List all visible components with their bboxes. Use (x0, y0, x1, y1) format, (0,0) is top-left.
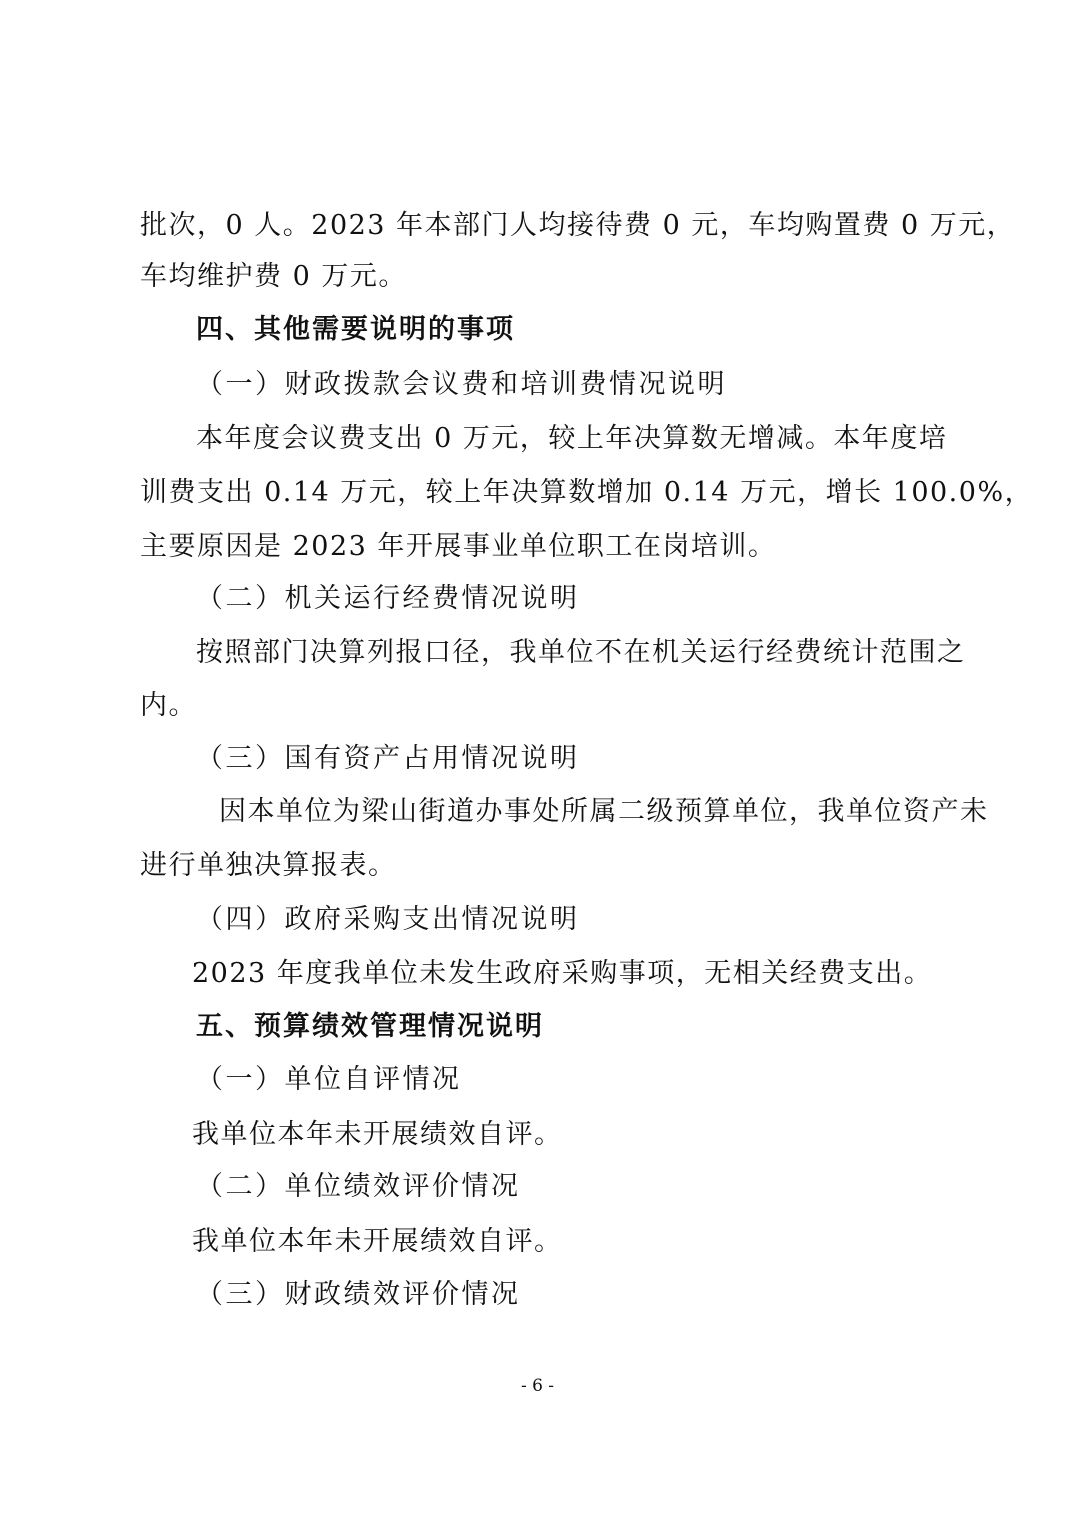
section-heading-five: 五、预算绩效管理情况说明 (196, 1011, 544, 1042)
subsection-heading: （一）单位自评情况 (196, 1064, 462, 1095)
body-line: 我单位本年未开展绩效自评。 (192, 1226, 563, 1257)
subsection-heading: （三）国有资产占用情况说明 (196, 743, 580, 774)
body-line: 训费支出 0.14 万元，较上年决算数增加 0.14 万元，增长 100.0%， (140, 477, 1034, 508)
body-line: 本年度会议费支出 0 万元，较上年决算数无增减。本年度培 (196, 423, 948, 454)
body-line: 因本单位为梁山街道办事处所属二级预算单位，我单位资产未 (219, 796, 989, 827)
body-line: 批次，0 人。2023 年本部门人均接待费 0 元，车均购置费 0 万元， (140, 210, 1016, 241)
subsection-heading: （三）财政绩效评价情况 (196, 1279, 521, 1310)
body-line: 2023 年度我单位未发生政府采购事项，无相关经费支出。 (192, 958, 933, 989)
body-line: 内。 (140, 690, 197, 721)
body-line: 进行单独决算报表。 (140, 850, 397, 881)
subsection-heading: （一）财政拨款会议费和培训费情况说明 (196, 369, 727, 400)
subsection-heading: （二）机关运行经费情况说明 (196, 583, 580, 614)
body-line: 我单位本年未开展绩效自评。 (192, 1119, 563, 1150)
body-line: 按照部门决算列报口径，我单位不在机关运行经费统计范围之 (196, 637, 966, 668)
body-line: 车均维护费 0 万元。 (140, 261, 407, 292)
body-line: 主要原因是 2023 年开展事业单位职工在岗培训。 (140, 531, 777, 562)
page-number: - 6 - (520, 1376, 555, 1396)
subsection-heading: （四）政府采购支出情况说明 (196, 904, 580, 935)
subsection-heading: （二）单位绩效评价情况 (196, 1171, 521, 1202)
section-heading-four: 四、其他需要说明的事项 (196, 314, 515, 345)
